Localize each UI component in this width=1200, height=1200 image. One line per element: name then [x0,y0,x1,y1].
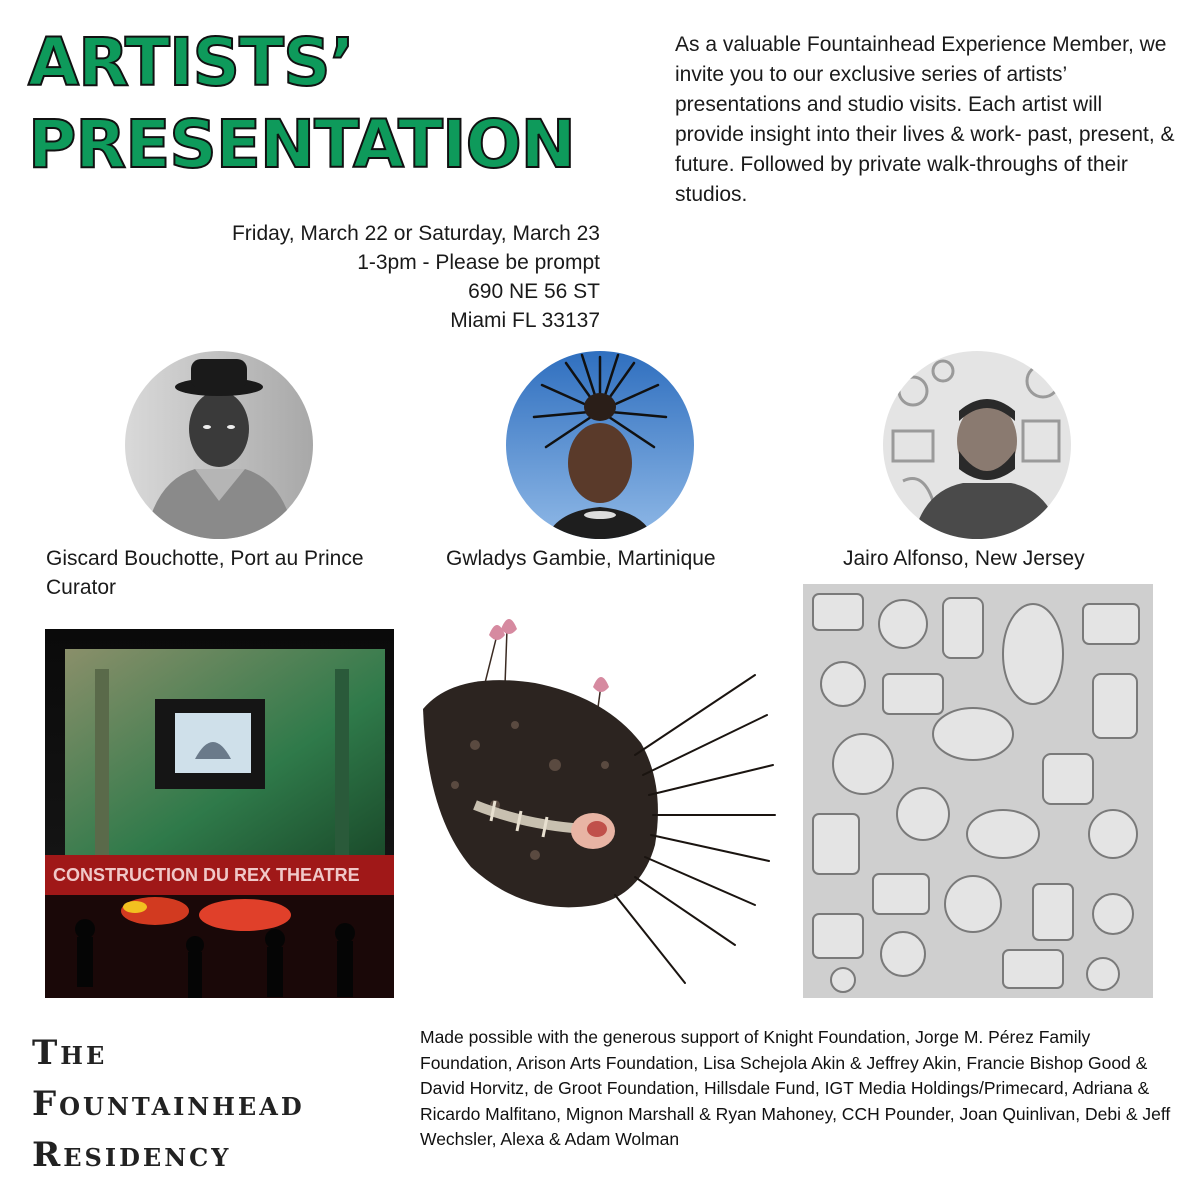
residency-line-1: The [32,1033,108,1073]
artwork-rex-theatre-photo [45,629,394,998]
portrait-gwladys-gambie [506,351,694,539]
artwork-gambie-creature [415,605,780,1005]
artist-role: Curator [46,576,117,599]
residency-line-2: Fountainhead [32,1084,305,1124]
portrait-giscard-bouchotte [125,351,313,539]
event-time: 1-3pm - Please be prompt [357,251,600,274]
residency-line-3: Residency [32,1135,232,1175]
event-street: 690 NE 56 ST [468,280,600,303]
artist-name-location: Giscard Bouchotte, Port au Prince [46,547,364,570]
caption-gwladys-gambie: Gwladys Gambie, Martinique [446,547,716,570]
caption-jairo-alfonso: Jairo Alfonso, New Jersey [843,547,1085,570]
artwork-alfonso-drawing [803,584,1153,998]
event-details [140,219,600,335]
event-city: Miami FL 33137 [450,309,600,332]
page-title [28,22,575,186]
caption-giscard-bouchotte [46,544,364,602]
title-line-1: ARTISTS’ [28,24,354,101]
support-credits: Made possible with the generous support of Knight Foundation, Jorge M. Pérez Family Foundation, Arison Arts Foundation, Lisa Schejola Akin & Jeffrey Akin, Francie Bishop Good & David Horvitz, de Groot Foundation, Hillsdale Fund, IGT Media Holdings/Primecard, Adriana & Ricardo Malfitano, Mignon Marshall & Ryan Mahoney, CCH Pounder, Joan Quinlivan, Debi & Jeff Wechsler, Alexa & Adam Wolman [420,1027,1171,1149]
event-date: Friday, March 22 or Saturday, March 23 [231,222,600,245]
intro-paragraph: As a valuable Fountainhead Experience Member, we invite you to our exclusive series of artists’ presentations and studio visits. Each artist will provide insight into their lives & work- past, present, & future. Followed by private walk-throughs of their studios. [675,33,1175,206]
title-line-2: PRESENTATION [28,106,575,183]
rex-sign-text: CONSTRUCTION DU REX THEATRE [53,865,360,885]
portrait-jairo-alfonso [883,351,1071,539]
residency-logo [32,1028,305,1181]
